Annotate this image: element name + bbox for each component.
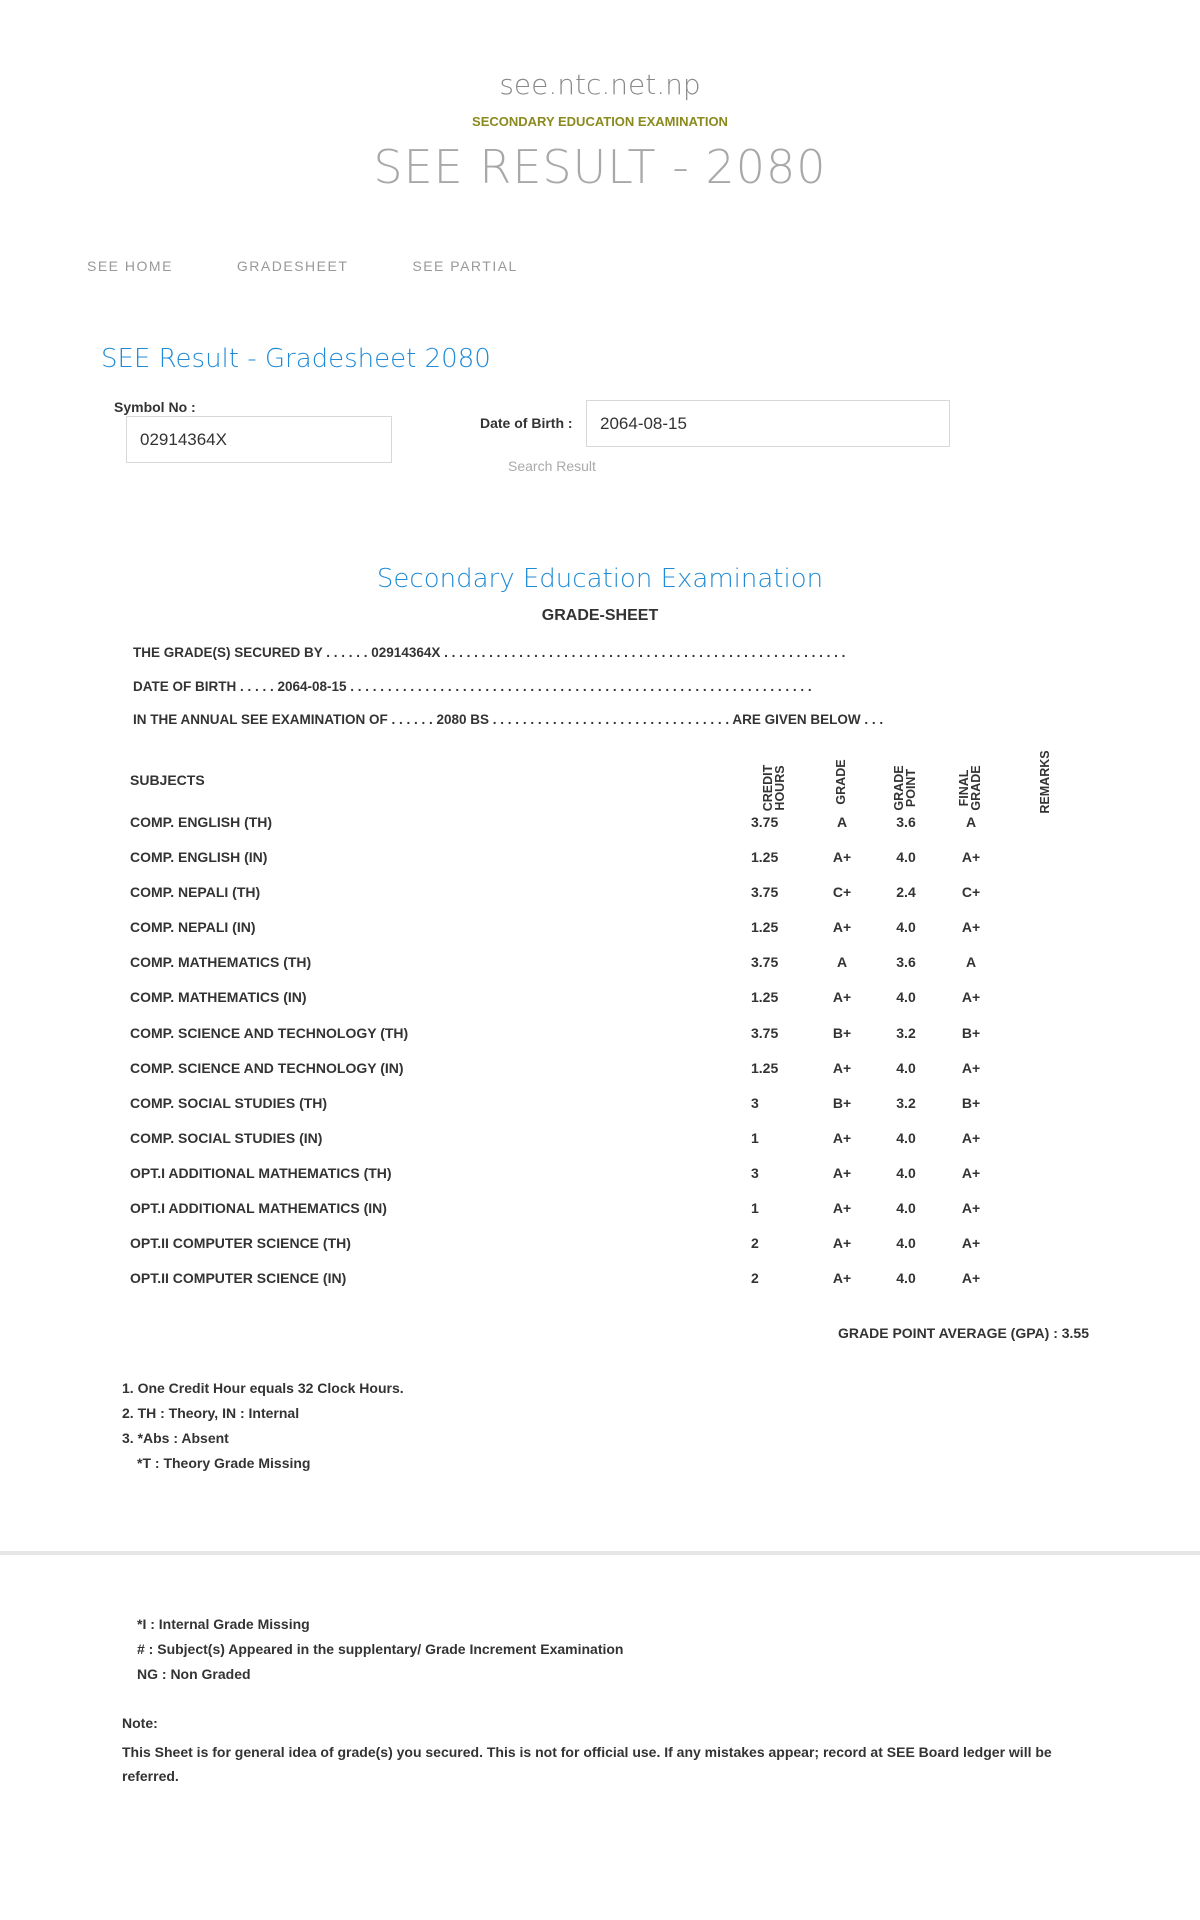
symbol-label: Symbol No : xyxy=(114,399,196,415)
table-row xyxy=(0,1130,1200,1165)
subject-cell: COMP. SOCIAL STUDIES (TH) xyxy=(130,1094,328,1111)
subject-cell: COMP. NEPALI (TH) xyxy=(130,884,261,901)
gradesheet-title: Secondary Education Examination xyxy=(376,564,824,594)
credit-hours-cell: 3.75 xyxy=(751,884,779,901)
grade-cell: A+ xyxy=(832,1059,852,1076)
table-row xyxy=(0,954,1200,989)
legend-item: *I : Internal Grade Missing xyxy=(137,1616,310,1632)
grade-cell: A+ xyxy=(832,1164,852,1181)
grade-cell: A+ xyxy=(832,1129,852,1146)
table-row xyxy=(0,884,1200,919)
info-exam: IN THE ANNUAL SEE EXAMINATION OF . . . . . . 2080 BS . . . . . . . . . . . . . . . . . . . . . . . . . . . . . . . . ARE GIVEN BELOW . . . xyxy=(133,712,884,727)
divider xyxy=(0,1551,1200,1555)
grade-point-cell: 4.0 xyxy=(896,849,916,866)
legend-item: # : Subject(s) Appeared in the supplentary/ Grade Increment Examination xyxy=(137,1641,624,1657)
gpa-value: GRADE POINT AVERAGE (GPA) : 3.55 xyxy=(838,1325,1089,1341)
final-grade-cell: A+ xyxy=(961,1059,981,1076)
legend-item: *T : Theory Grade Missing xyxy=(137,1455,311,1471)
final-grade-cell: B+ xyxy=(961,1024,981,1041)
form-title: SEE Result - Gradesheet 2080 xyxy=(101,344,491,374)
subject-cell: OPT.II COMPUTER SCIENCE (TH) xyxy=(130,1235,351,1252)
credit-hours-cell: 2 xyxy=(751,1235,759,1252)
gradesheet-subtitle: GRADE-SHEET xyxy=(541,607,659,624)
final-grade-cell: A+ xyxy=(961,849,981,866)
credit-hours-cell: 1.25 xyxy=(751,919,779,936)
nav-see-home[interactable]: SEE HOME xyxy=(87,258,173,274)
legend-item: 1. One Credit Hour equals 32 Clock Hours. xyxy=(122,1380,404,1396)
note-text: This Sheet is for general idea of grade(s) you secured. This is not for official use. If any mistakes appear; record at SEE Board ledger will be referred. xyxy=(122,1744,1052,1784)
search-result-button[interactable]: Search Result xyxy=(508,458,596,474)
credit-hours-cell: 1 xyxy=(751,1129,759,1146)
col-grade-point xyxy=(893,758,919,818)
table-row xyxy=(0,919,1200,954)
legend-item: NG : Non Graded xyxy=(137,1666,251,1682)
grade-point-cell: 2.4 xyxy=(896,884,916,901)
credit-hours-cell: 1 xyxy=(751,1200,759,1217)
table-row xyxy=(0,989,1200,1024)
table-row xyxy=(0,1165,1200,1200)
subject-cell: COMP. SCIENCE AND TECHNOLOGY (TH) xyxy=(130,1024,409,1041)
table-row xyxy=(0,1270,1200,1305)
legend-item: 2. TH : Theory, IN : Internal xyxy=(122,1405,300,1421)
subject-cell: COMP. MATHEMATICS (IN) xyxy=(130,989,307,1006)
legend-item: 3. *Abs : Absent xyxy=(122,1430,229,1446)
table-row xyxy=(0,1060,1200,1095)
final-grade-cell: A+ xyxy=(961,1235,981,1252)
grade-point-cell: 4.0 xyxy=(896,919,916,936)
final-grade-cell: A xyxy=(965,814,977,830)
nav-gradesheet[interactable]: GRADESHEET xyxy=(236,258,349,274)
grade-cell: A+ xyxy=(832,849,852,866)
table-row xyxy=(0,1235,1200,1270)
col-final-grade-line2: GRADE xyxy=(969,765,983,811)
final-grade-cell: A+ xyxy=(961,1164,981,1181)
subject-cell: COMP. SCIENCE AND TECHNOLOGY (IN) xyxy=(130,1059,404,1076)
subject-cell: OPT.I ADDITIONAL MATHEMATICS (TH) xyxy=(130,1164,392,1181)
credit-hours-cell: 3.75 xyxy=(751,814,779,830)
col-grade: GRADE xyxy=(834,759,848,805)
credit-hours-cell: 3 xyxy=(751,1094,759,1111)
grade-point-cell: 3.6 xyxy=(896,814,916,830)
credit-hours-cell: 1.25 xyxy=(751,1059,779,1076)
grade-point-cell: 4.0 xyxy=(896,1200,916,1217)
grade-cell: A+ xyxy=(832,1235,852,1252)
nav-see-partial[interactable]: SEE PARTIAL xyxy=(412,258,518,274)
credit-hours-cell: 2 xyxy=(751,1270,759,1287)
grade-table-body xyxy=(0,814,1200,1305)
subject-cell: COMP. NEPALI (IN) xyxy=(130,919,256,936)
subject-cell: COMP. ENGLISH (TH) xyxy=(130,814,273,830)
table-row xyxy=(0,1095,1200,1130)
site-name: see.ntc.net.np xyxy=(499,68,701,101)
credit-hours-cell: 3.75 xyxy=(751,1024,779,1041)
grade-cell: A xyxy=(836,954,848,971)
final-grade-cell: A+ xyxy=(961,989,981,1006)
col-credit-hours xyxy=(762,758,788,818)
table-row xyxy=(0,1025,1200,1060)
credit-hours-cell: 1.25 xyxy=(751,849,779,866)
grade-cell: A+ xyxy=(832,989,852,1006)
grade-point-cell: 4.0 xyxy=(896,1129,916,1146)
dob-input[interactable] xyxy=(586,400,950,447)
dob-label: Date of Birth : xyxy=(480,415,573,431)
col-credit-hours-line1: CREDIT xyxy=(761,764,775,812)
credit-hours-cell: 1.25 xyxy=(751,989,779,1006)
col-remarks: REMARKS xyxy=(1038,750,1052,814)
col-subjects: SUBJECTS xyxy=(130,772,205,788)
grade-cell: B+ xyxy=(832,1094,852,1111)
final-grade-cell: C+ xyxy=(961,884,981,901)
table-row xyxy=(0,814,1200,849)
final-grade-cell: B+ xyxy=(961,1094,981,1111)
final-grade-cell: A+ xyxy=(961,1200,981,1217)
grade-cell: A+ xyxy=(832,1200,852,1217)
main-nav xyxy=(87,258,582,274)
subject-cell: COMP. ENGLISH (IN) xyxy=(130,849,268,866)
subject-cell: OPT.I ADDITIONAL MATHEMATICS (IN) xyxy=(130,1200,387,1217)
col-final-grade-line1: FINAL xyxy=(957,769,971,807)
credit-hours-cell: 3.75 xyxy=(751,954,779,971)
final-grade-cell: A+ xyxy=(961,1270,981,1287)
col-grade-point-line1: GRADE xyxy=(892,765,906,811)
final-grade-cell: A+ xyxy=(961,1129,981,1146)
info-secured-by: THE GRADE(S) SECURED BY . . . . . . 02914364X . . . . . . . . . . . . . . . . . . . . . . . . . . . . . . . . . . . . . . . . . . . . . . . . . . . . . . xyxy=(133,645,846,660)
note-label: Note: xyxy=(122,1715,158,1731)
col-credit-hours-line2: HOURS xyxy=(773,765,787,811)
final-grade-cell: A xyxy=(965,954,977,971)
subject-cell: COMP. MATHEMATICS (TH) xyxy=(130,954,312,971)
credit-hours-cell: 3 xyxy=(751,1164,759,1181)
grade-point-cell: 3.6 xyxy=(896,954,916,971)
col-grade-point-line2: POINT xyxy=(904,768,918,808)
grade-point-cell: 4.0 xyxy=(896,989,916,1006)
grade-point-cell: 4.0 xyxy=(896,1270,916,1287)
table-row xyxy=(0,1200,1200,1235)
subject-cell: OPT.II COMPUTER SCIENCE (IN) xyxy=(130,1270,347,1287)
grade-cell: A+ xyxy=(832,919,852,936)
table-row xyxy=(0,849,1200,884)
site-subtitle: SECONDARY EDUCATION EXAMINATION xyxy=(472,114,728,129)
grade-cell: C+ xyxy=(832,884,852,901)
legend-list xyxy=(122,1380,404,1480)
symbol-input[interactable] xyxy=(126,416,392,463)
grade-cell: A+ xyxy=(832,1270,852,1287)
page-title: SEE RESULT - 2080 xyxy=(373,140,827,194)
grade-point-cell: 3.2 xyxy=(896,1094,916,1111)
grade-point-cell: 4.0 xyxy=(896,1235,916,1252)
final-grade-cell: A+ xyxy=(961,919,981,936)
subject-cell: COMP. SOCIAL STUDIES (IN) xyxy=(130,1129,323,1146)
info-dob: DATE OF BIRTH . . . . . 2064-08-15 . . . . . . . . . . . . . . . . . . . . . . . . . . . . . . . . . . . . . . . . . . . . . . . . . . . . . . . . . . . . . . xyxy=(133,679,812,694)
grade-point-cell: 3.2 xyxy=(896,1024,916,1041)
grade-cell: A xyxy=(836,814,848,830)
grade-point-cell: 4.0 xyxy=(896,1164,916,1181)
legend-list-2 xyxy=(137,1616,623,1691)
grade-cell: B+ xyxy=(832,1024,852,1041)
col-final-grade xyxy=(958,758,984,818)
grade-point-cell: 4.0 xyxy=(896,1059,916,1076)
